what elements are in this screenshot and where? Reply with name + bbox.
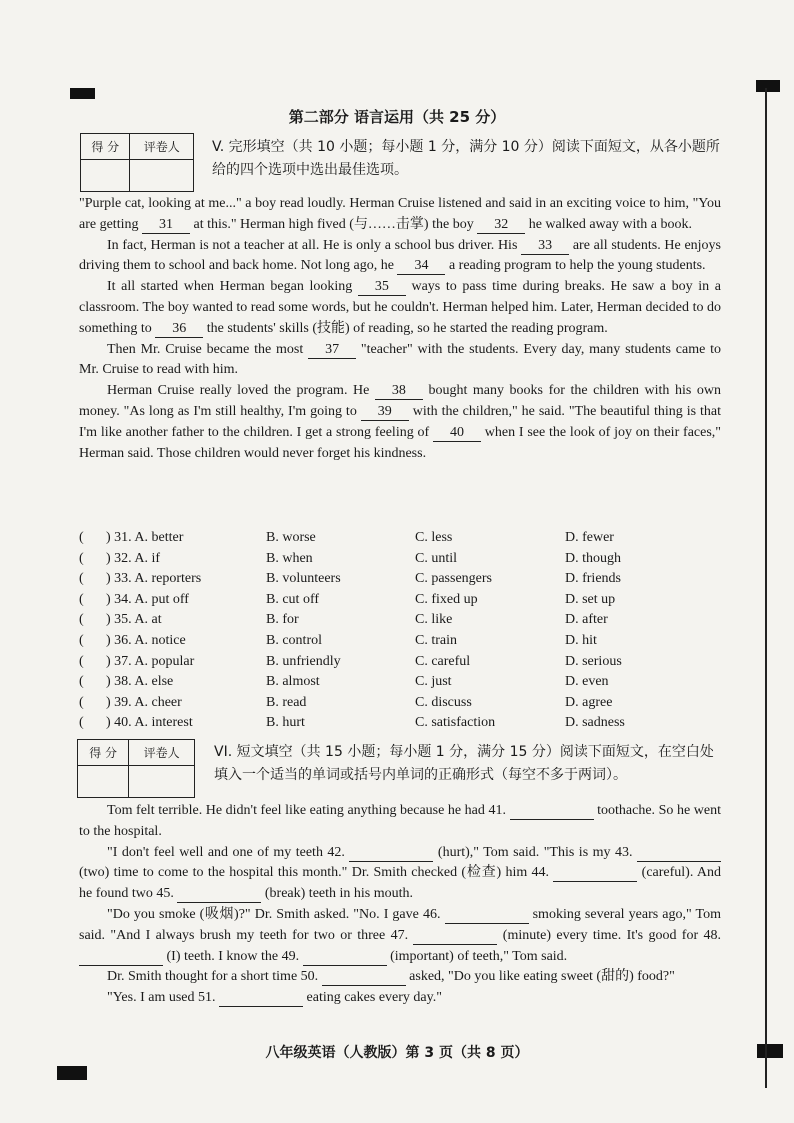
grader-label: 评卷人 [130, 134, 194, 160]
option-d: D. though [565, 550, 621, 566]
section6-passage [79, 801, 721, 1009]
answer-blank[interactable] [553, 865, 637, 882]
option-row [79, 713, 739, 734]
answer-blank[interactable] [303, 949, 387, 966]
section5-options [79, 528, 739, 734]
answer-blank[interactable] [510, 803, 594, 820]
option-row [79, 549, 739, 570]
blank-35[interactable]: 35 [358, 279, 406, 296]
option-d: D. even [565, 674, 609, 690]
answer-paren[interactable]: ( [79, 612, 84, 628]
option-a: ) 32. A. if [106, 550, 161, 566]
section6-heading: VI. 短文填空（共 15 小题；每小题 1 分，满分 15 分）阅读下面短文，在空白处填入一个适当的单词或括号内单词的正确形式（每空不多于两词）。 [214, 744, 714, 783]
option-c: C. until [415, 550, 458, 566]
option-row [79, 590, 739, 611]
option-row [79, 528, 739, 549]
passage-paragraph [79, 843, 721, 905]
passage-paragraph [79, 967, 721, 988]
passage-paragraph [79, 801, 721, 843]
blank-32[interactable]: 32 [477, 217, 525, 234]
answer-blank[interactable] [79, 949, 163, 966]
option-b: B. when [266, 550, 313, 566]
passage-text: at this." Herman high fived (与……击掌) the boy [189, 216, 478, 232]
grader-label: 评卷人 [129, 740, 195, 766]
answer-paren[interactable]: ( [79, 674, 84, 690]
passage-text: a reading program to help the young students. [445, 258, 706, 274]
blank-31[interactable]: 31 [142, 217, 190, 234]
passage-text: Dr. Smith thought for a short time 50. [107, 969, 322, 985]
score-cell[interactable] [81, 160, 130, 192]
blank-39[interactable]: 39 [361, 404, 409, 421]
blank-34[interactable]: 34 [397, 258, 445, 275]
option-c: C. discuss [415, 694, 472, 710]
passage-text: bought many books for the children with his own money. "As long as I'm still healthy, I'm going to [79, 383, 721, 419]
score-label: 得 分 [81, 134, 130, 160]
option-c: C. careful [415, 653, 471, 669]
passage-paragraph [79, 340, 721, 382]
answer-blank[interactable] [637, 845, 721, 862]
option-b: B. read [266, 694, 307, 710]
page-footer: 八年级英语（人教版）第 3 页（共 8 页） [265, 1045, 529, 1061]
score-cell[interactable] [78, 766, 129, 798]
answer-paren[interactable]: ( [79, 571, 84, 587]
option-c: C. fixed up [415, 591, 478, 607]
score-box-section6 [77, 739, 195, 798]
blank-36[interactable]: 36 [155, 321, 203, 338]
option-a: ) 37. A. popular [106, 653, 195, 669]
option-d: D. agree [565, 694, 613, 710]
corner-mark-top-right [756, 80, 780, 92]
option-b: B. cut off [266, 591, 320, 607]
passage-text: when I see the look of joy on their faces," Herman said. Those children would never forget his kindness. [79, 424, 722, 461]
answer-paren[interactable]: ( [79, 694, 84, 710]
option-d: D. serious [565, 653, 622, 669]
grader-cell[interactable] [130, 160, 194, 192]
answer-paren[interactable]: ( [79, 530, 84, 545]
option-c: C. less [415, 530, 453, 545]
passage-text: (break) teeth in his mouth. [261, 886, 414, 902]
option-a: ) 35. A. at [106, 612, 162, 628]
answer-blank[interactable] [413, 928, 497, 945]
option-c: C. passengers [415, 571, 492, 587]
option-b: B. for [266, 612, 299, 628]
option-a: ) 38. A. else [106, 674, 174, 690]
option-b: B. worse [266, 530, 316, 545]
answer-blank[interactable] [445, 907, 529, 924]
passage-text: "teacher" with the students. Every day, many students came to Mr. Cruise to read with him. [79, 341, 722, 378]
section5-passage [79, 194, 721, 464]
answer-paren[interactable]: ( [79, 550, 84, 566]
option-row [79, 631, 739, 652]
passage-text: eating cakes every day." [303, 990, 442, 1006]
answer-paren[interactable]: ( [79, 715, 84, 731]
option-b: B. volunteers [266, 571, 341, 587]
passage-text: "Purple cat, looking at me..." a boy read loudly. Herman Cruise listened and said in an exciting voice to him, "You are getting [79, 196, 721, 232]
option-b: B. almost [266, 674, 320, 690]
passage-text: he walked away with a book. [525, 216, 692, 232]
option-row [79, 610, 739, 631]
option-a: ) 36. A. notice [106, 632, 186, 648]
blank-33[interactable]: 33 [521, 238, 569, 255]
answer-paren[interactable]: ( [79, 653, 84, 669]
option-c: C. like [415, 612, 453, 628]
passage-text: "Do you smoke (吸烟)?" Dr. Smith asked. "No. I gave 46. [107, 906, 445, 922]
option-row [79, 693, 739, 714]
blank-38[interactable]: 38 [375, 383, 423, 400]
passage-text: (important) of teeth," Tom said. [386, 948, 568, 964]
option-row [79, 569, 739, 590]
passage-text: smoking several years ago," Tom said. "And I always brush my teeth for two or three 47. [79, 906, 721, 943]
score-label: 得 分 [78, 740, 129, 766]
option-d: D. hit [565, 632, 597, 648]
option-a: ) 34. A. put off [106, 591, 189, 607]
answer-blank[interactable] [322, 969, 406, 986]
option-d: D. set up [565, 591, 616, 607]
option-c: C. just [415, 674, 452, 690]
option-d: D. friends [565, 571, 621, 587]
section5-heading: V. 完形填空（共 10 小题；每小题 1 分，满分 10 分）阅读下面短文，从各小题所给的四个选项中选出最佳选项。 [212, 139, 720, 178]
part-title: 第二部分 语言运用（共 25 分） [288, 108, 506, 126]
passage-text: the students' skills (技能) of reading, so he started the reading program. [203, 320, 608, 336]
passage-text: (I) teeth. I know the 49. [163, 948, 303, 964]
passage-text: Tom felt terrible. He didn't feel like eating anything because he had 41. [107, 803, 510, 818]
passage-paragraph [79, 381, 721, 464]
passage-paragraph [79, 905, 721, 967]
option-b: B. unfriendly [266, 653, 341, 669]
passage-text: Then Mr. Cruise became the most [107, 341, 309, 357]
answer-blank[interactable] [177, 886, 261, 903]
passage-text: (hurt)," Tom said. "This is my 43. [433, 844, 637, 860]
passage-text: (two) time to come to the hospital this month." Dr. Smith checked (检查) him 44. [79, 865, 554, 881]
passage-text: (careful). And he found two 45. [79, 865, 721, 902]
option-d: D. fewer [565, 530, 614, 545]
passage-text: It all started when Herman began looking [107, 279, 358, 295]
option-c: C. train [415, 632, 457, 648]
option-row [79, 672, 739, 693]
passage-text: asked, "Do you like eating sweet (甜的) food?" [405, 969, 675, 985]
passage-text: Herman Cruise really loved the program. He [107, 383, 375, 399]
option-a: ) 31. A. better [106, 530, 184, 545]
passage-text: (minute) every time. It's good for 48. [497, 927, 721, 943]
grader-cell[interactable] [129, 766, 195, 798]
margin-rule [765, 88, 767, 1088]
answer-blank[interactable] [349, 845, 433, 862]
passage-text: "Yes. I am used 51. [107, 990, 220, 1006]
answer-paren[interactable]: ( [79, 632, 84, 648]
passage-text: ways to pass time during breaks. He saw a boy in a classroom. The boy wanted to read some words, but he couldn't. Herman helped him. Later, Herman decided to do something to [79, 279, 721, 336]
option-a: ) 33. A. reporters [106, 571, 202, 587]
blank-40[interactable]: 40 [433, 425, 481, 442]
answer-paren[interactable]: ( [79, 591, 84, 607]
passage-paragraph [79, 277, 721, 339]
blank-37[interactable]: 37 [308, 342, 356, 359]
passage-paragraph [79, 194, 721, 236]
passage-text: with the children," he said. "The beautiful thing is that I'm like another father to the children. I get a strong feeling of [79, 403, 721, 440]
option-a: ) 39. A. cheer [106, 694, 182, 710]
corner-mark-bottom-left [57, 1066, 87, 1080]
option-b: B. control [266, 632, 322, 648]
passage-paragraph [79, 988, 721, 1009]
corner-mark-top-left [70, 88, 95, 99]
score-box-section5 [80, 133, 194, 192]
passage-text: toothache. So he went to the hospital. [79, 803, 721, 839]
option-d: D. sadness [565, 715, 625, 731]
passage-paragraph [79, 236, 721, 278]
passage-text: are all students. He enjoys driving them to school and back home. Not long ago, he [79, 237, 722, 274]
passage-text: "I don't feel well and one of my teeth 42. [107, 844, 350, 860]
option-d: D. after [565, 612, 608, 628]
option-b: B. hurt [266, 715, 305, 731]
option-c: C. satisfaction [415, 715, 496, 731]
option-row [79, 652, 739, 673]
answer-blank[interactable] [219, 990, 303, 1007]
passage-text: In fact, Herman is not a teacher at all. He is only a school bus driver. His [107, 237, 522, 253]
option-a: ) 40. A. interest [106, 715, 193, 731]
